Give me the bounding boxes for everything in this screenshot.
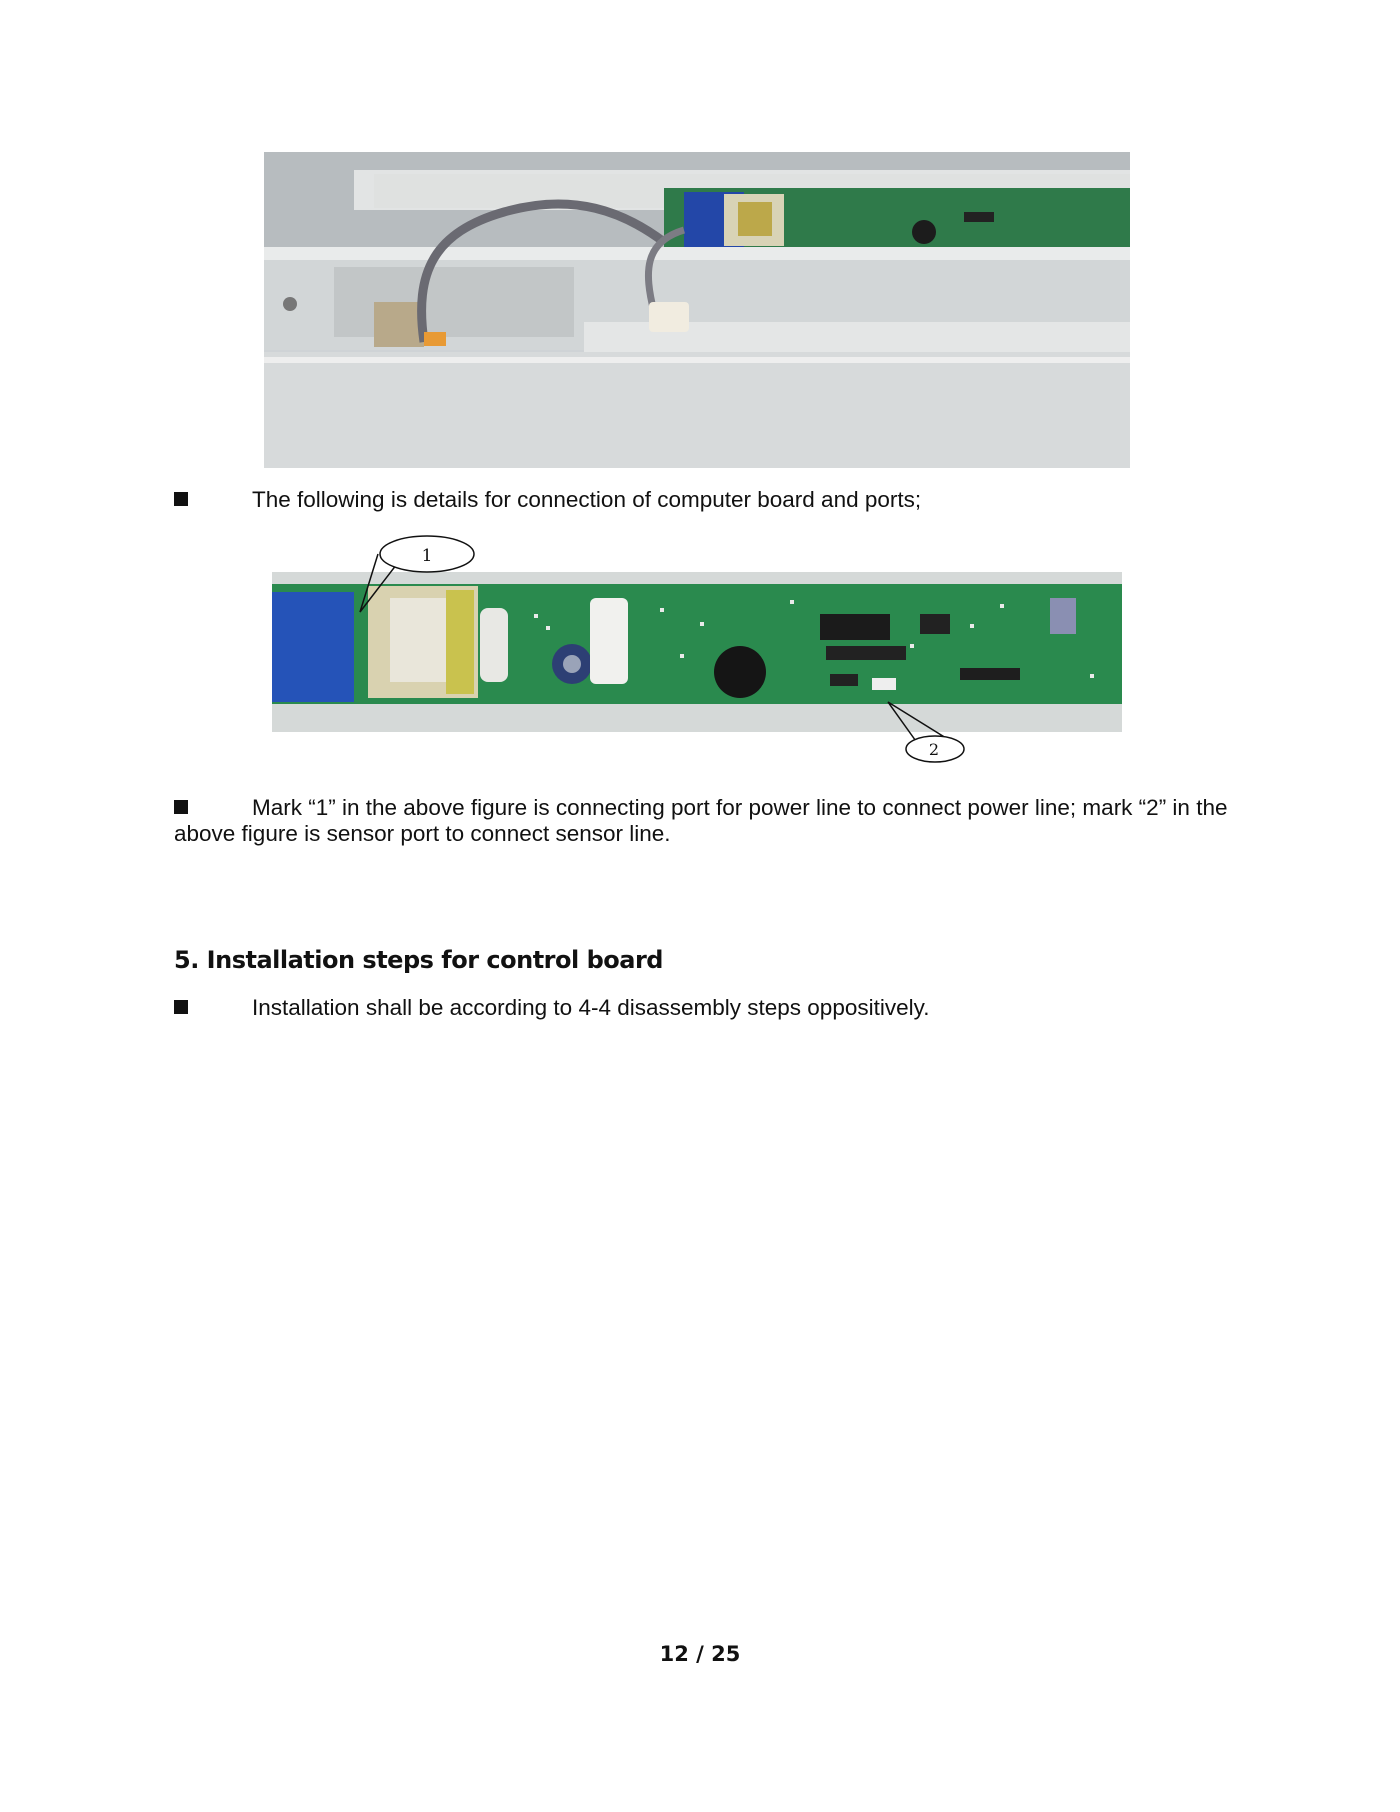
square-bullet-icon (174, 800, 188, 814)
square-bullet-icon (174, 1000, 188, 1014)
bullet-text: Mark “1” in the above figure is connecting port for power line to connect power line; mark “2” in the above figure is sensor port to connect sensor line. (174, 795, 1228, 846)
control-box-wiring-photo (264, 152, 1130, 468)
control-board-photo (270, 534, 1130, 766)
callout-1-label: 1 (421, 546, 433, 566)
bullet-text: The following is details for connection of computer board and ports; (252, 487, 922, 512)
page-number: 12 / 25 (659, 1642, 741, 1666)
bullet-item (174, 795, 1254, 847)
bullet-text: Installation shall be according to 4-4 disassembly steps oppositively. (252, 995, 930, 1020)
section-heading: 5. Installation steps for control board (174, 946, 663, 974)
square-bullet-icon (174, 492, 188, 506)
callout-2-label: 2 (928, 740, 940, 759)
